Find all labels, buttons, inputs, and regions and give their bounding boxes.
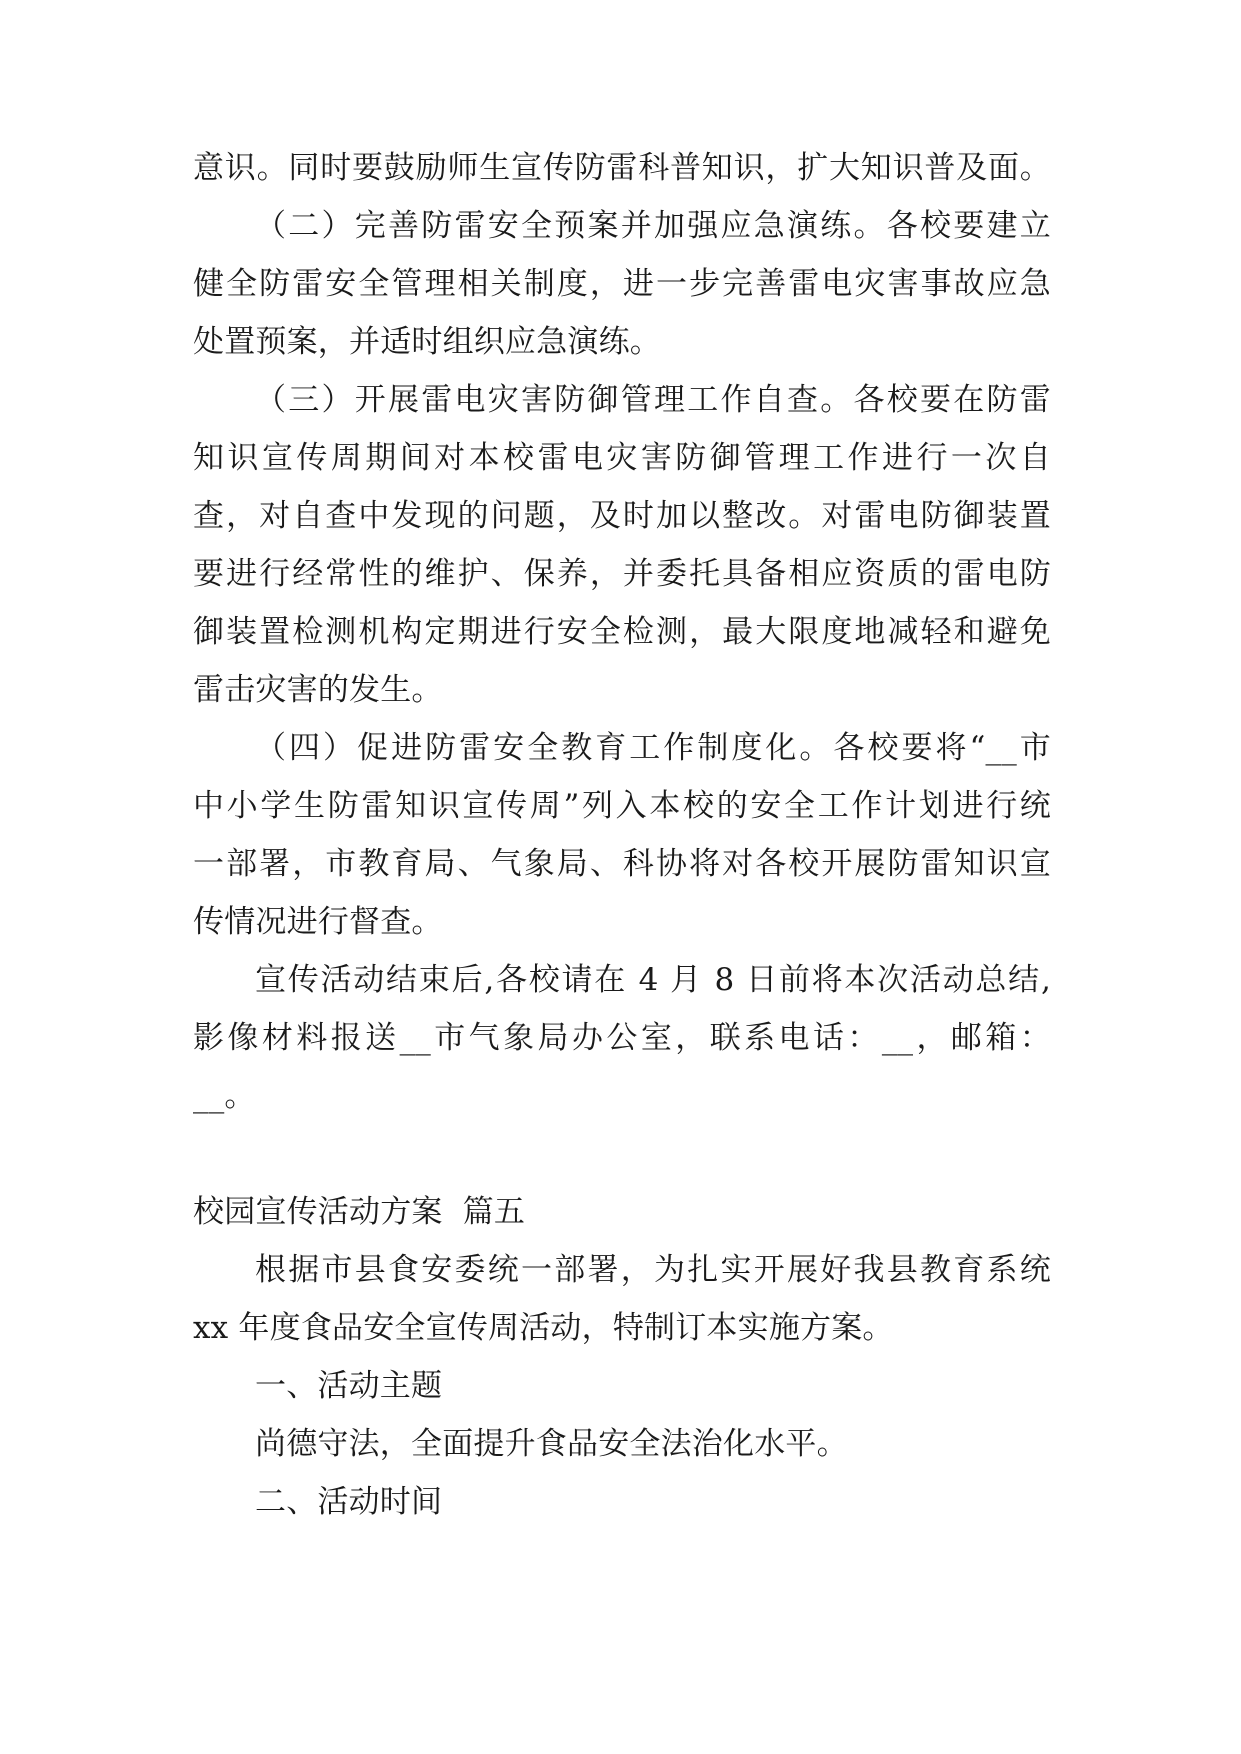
paragraph-line: 查，对自查中发现的问题，及时加以整改。对雷电防御装置	[193, 498, 1051, 534]
paragraph-line: 御装置检测机构定期进行安全检测，最大限度地减轻和避免	[193, 614, 1051, 650]
paragraph-line: 传情况进行督查。	[193, 904, 443, 940]
paragraph-line: 一部署，市教育局、气象局、科协将对各校开展防雷知识宣	[193, 846, 1051, 882]
paragraph-line: 影像材料报送__市气象局办公室，联系电话：__，邮箱：	[193, 1020, 1051, 1056]
paragraph-line: xx 年度食品安全宣传周活动，特制订本实施方案。	[193, 1310, 894, 1346]
paragraph-line: 宣传活动结束后,各校请在 4 月 8 日前将本次活动总结,	[255, 962, 1051, 998]
paragraph-line: 雷击灾害的发生。	[193, 672, 443, 708]
subheading: 一、活动主题	[255, 1368, 443, 1404]
paragraph-line: 中小学生防雷知识宣传周”列入本校的安全工作计划进行统	[193, 788, 1051, 824]
section-heading: 校园宣传活动方案 篇五	[193, 1194, 526, 1230]
paragraph-line: （四）促进防雷安全教育工作制度化。各校要将“__市	[255, 730, 1051, 766]
paragraph-line: 健全防雷安全管理相关制度，进一步完善雷电灾害事故应急	[193, 266, 1051, 302]
paragraph-line: （三）开展雷电灾害防御管理工作自查。各校要在防雷	[255, 382, 1051, 418]
paragraph-line: （二）完善防雷安全预案并加强应急演练。各校要建立	[255, 208, 1051, 244]
subheading: 二、活动时间	[255, 1484, 443, 1520]
paragraph-line: 要进行经常性的维护、保养，并委托具备相应资质的雷电防	[193, 556, 1051, 592]
paragraph-line: 尚德守法，全面提升食品安全法治化水平。	[255, 1426, 848, 1462]
paragraph-line: 意识。同时要鼓励师生宣传防雷科普知识，扩大知识普及面。	[193, 150, 1051, 186]
paragraph-line: 处置预案，并适时组织应急演练。	[193, 324, 661, 360]
paragraph-line: 根据市县食安委统一部署，为扎实开展好我县教育系统	[255, 1252, 1051, 1288]
paragraph-line: __。	[193, 1078, 256, 1114]
paragraph-line: 知识宣传周期间对本校雷电灾害防御管理工作进行一次自	[193, 440, 1051, 476]
